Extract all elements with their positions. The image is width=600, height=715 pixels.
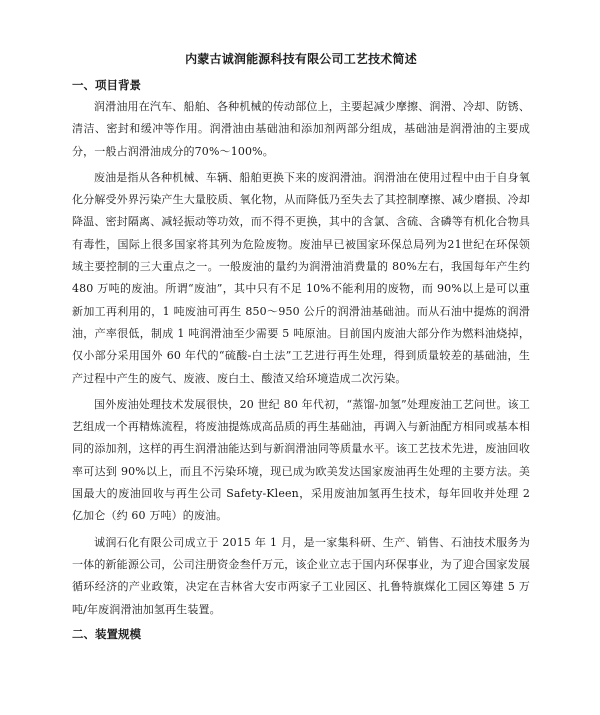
section-heading: 一、项目背景 [72, 78, 141, 92]
page-title: 内蒙古诚润能源科技有限公司工艺技术简述 [185, 52, 417, 66]
paragraph: 国外废油处理技术发展很快，20 世纪 80 年代初，“蒸馏-加氢”处理废油工艺问世。该工艺组成一个再精炼流程，将废油提炼成高品质的再生基础油，再调入与新油配方相同或基本相同的添加剂，这样的再生润滑油能达到与新润滑油同等质量水平。该工艺技术先进，废油回收率可达到 90%以上，而且不污染环境，现已成为欧美发达国家废油再生处理的主要方法。美国最大的废油回收与再生公司 Safety-Kleen，采用废油加氢再生技术，每年回收并处理 2 亿加仑（约 60 万吨）的废油。 [72, 397, 530, 523]
paragraph: 废油是指从各种机械、车辆、船舶更换下来的废润滑油。润滑油在使用过程中由于自身氧化分解受外界污染产生大量胶质、氧化物，从而降低乃至失去了其控制摩擦、减少磨损、冷却降温、密封隔离、减轻振动等功效，而不得不更换，其中的含氯、含硫、含磷等有机化合物具有毒性，国际上很多国家将其列为危险废物。废油早已被国家环保总局列为21世纪在环保领域主要控制的三大重点之一。一般废油的量约为润滑油消费量的 80%左右，我国每年产生约 480 万吨的废油。所谓“废油”，其中只有不足 10%不能利用的废物，而 90%以上是可以重新加工再利用的，1 吨废油可再生 850～950 公斤的润滑油基础油。而从石油中提炼的润滑油，产率很低，制成 1 吨润滑油至少需要 5 吨原油。目前国内废油大部分作为燃料油烧掉，仅小部分采用国外 60 年代的“硫酸-白土法”工艺进行再生处理，得到质量较差的基础油，生产过程中产生的废气、废液、废白土、酸渣又给环境造成二次污染。 [72, 170, 530, 385]
section-heading: 二、装置规模 [72, 626, 141, 641]
paragraph: 润滑油用在汽车、船舶、各种机械的传动部位上，主要起减少摩擦、润滑、冷却、防锈、清洁、密封和缓冲等作用。润滑油由基础油和添加剂两部分组成，基础油是润滑油的主要成分，一般占润滑油成分的70%～100%。 [72, 100, 530, 158]
paragraph: 诚润石化有限公司成立于 2015 年 1 月，是一家集科研、生产、销售、石油技术服务为一体的新能源公司，公司注册资金叁仟万元，该企业立志于国内环保事业，为了迎合国家发展循环经济的产业政策，决定在吉林省大安市两家子工业园区、扎鲁特旗煤化工园区筹建 5 万吨/年废润滑油加氢再生装置。 [72, 535, 530, 616]
section-plant-scale [72, 625, 530, 643]
section-project-background [72, 76, 530, 621]
